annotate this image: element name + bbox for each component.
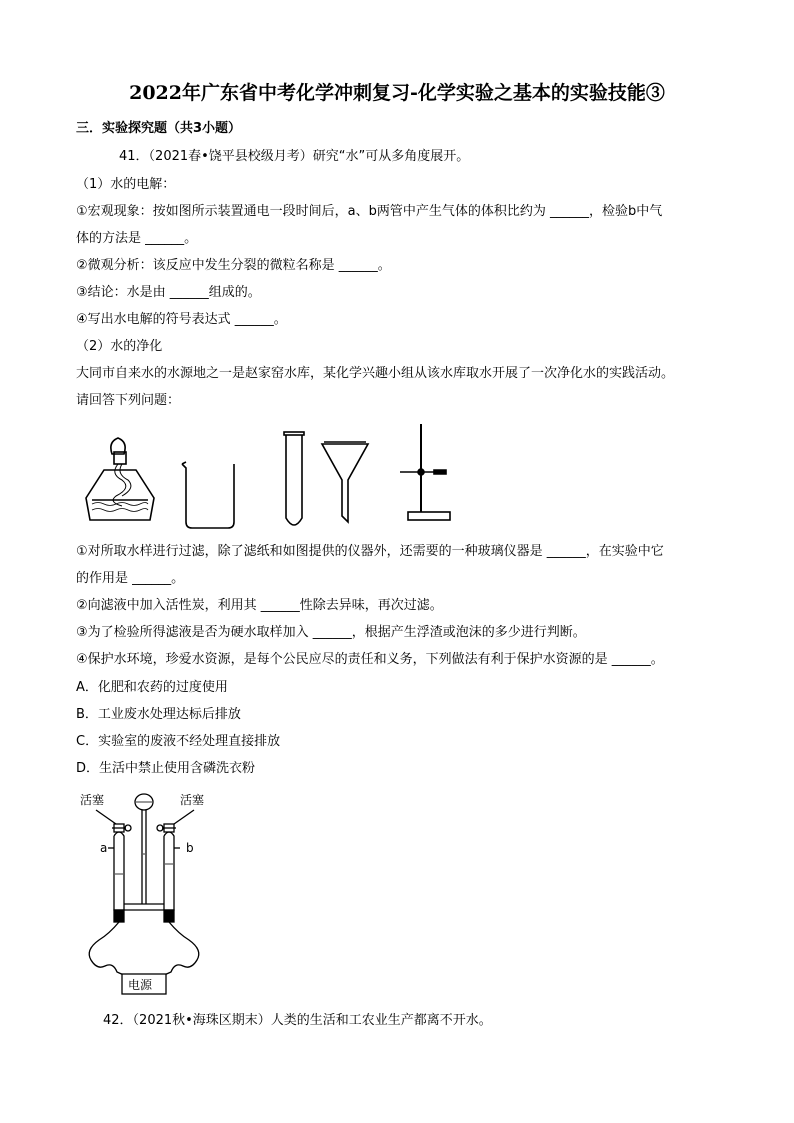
part-2-sub-4: ④保护水环境，珍爱水资源，是每个公民应尽的责任和义务，下列做法有利于保护水资源的是 ______。 [76,652,664,667]
part-1-item-1-line-1: ①宏观现象：按如图所示装置通电一段时间后，a、b两管中产生气体的体积比约为 ______，检验b中气 [76,204,663,219]
test-tube-icon [284,432,304,525]
question-42-stem: 42．（2021秋•海珠区期末）人类的生活和工农业生产都离不开水。 [103,1013,492,1028]
part-2-sub-2: ②向滤液中加入活性炭，利用其 ______性除去异味，再次过滤。 [76,598,443,613]
iron-stand-icon [400,424,450,520]
option-c: C．实验室的废液不经处理直接排放 [76,734,281,749]
part-2-intro-line-2: 请回答下列问题： [76,393,181,408]
part-1-item-2: ②微观分析：该反应中发生分裂的微粒名称是 ______。 [76,258,391,273]
part-2-sub-3: ③为了检验所得滤液是否为硬水取样加入 ______，根据产生浮渣或泡沫的多少进行判断。 [76,625,586,640]
part-2-sub-1-line-1: ①对所取水样进行过滤，除了滤纸和如图提供的仪器外，还需要的一种玻璃仪器是 ______，在实验中它 [76,544,664,559]
tube-b-label: b [186,841,194,855]
stopcock-left-label: 活塞 [80,793,105,807]
part-2-sub-1-line-2: 的作用是 ______。 [76,571,185,586]
part-1-item-3: ③结论：水是由 ______组成的。 [76,285,261,300]
beaker-icon [182,462,234,528]
option-a: A．化肥和农药的过度使用 [76,680,228,695]
alcohol-lamp-icon [86,438,154,520]
part-2-heading: （2）水的净化 [76,339,163,354]
tube-a-label: a [100,841,108,855]
question-41-stem: 41．（2021春•饶平县校级月考）研究“水”可从多角度展开。 [119,149,470,164]
part-1-heading: （1）水的电解： [76,177,176,192]
section-heading: 三．实验探究题（共3小题） [76,121,242,136]
option-b: B．工业废水处理达标后排放 [76,707,241,722]
stopcock-right-label: 活塞 [180,793,205,807]
part-1-item-1-line-2: 体的方法是 ______。 [76,231,198,246]
page-title: 2022年广东省中考化学冲刺复习-化学实验之基本的实验技能③ [129,82,665,104]
part-2-intro-line-1: 大同市自来水的水源地之一是赵家窑水库，某化学兴趣小组从该水库取水开展了一次净化水的实践活动。 [76,366,675,381]
part-1-item-4: ④写出水电解的符号表达式 ______。 [76,312,287,327]
funnel-icon [322,442,368,522]
electrolysis-figure [76,784,226,1002]
apparatus-figure [78,418,458,530]
power-supply-label: 电源 [128,978,153,992]
option-d: D．生活中禁止使用含磷洗衣粉 [76,761,256,776]
